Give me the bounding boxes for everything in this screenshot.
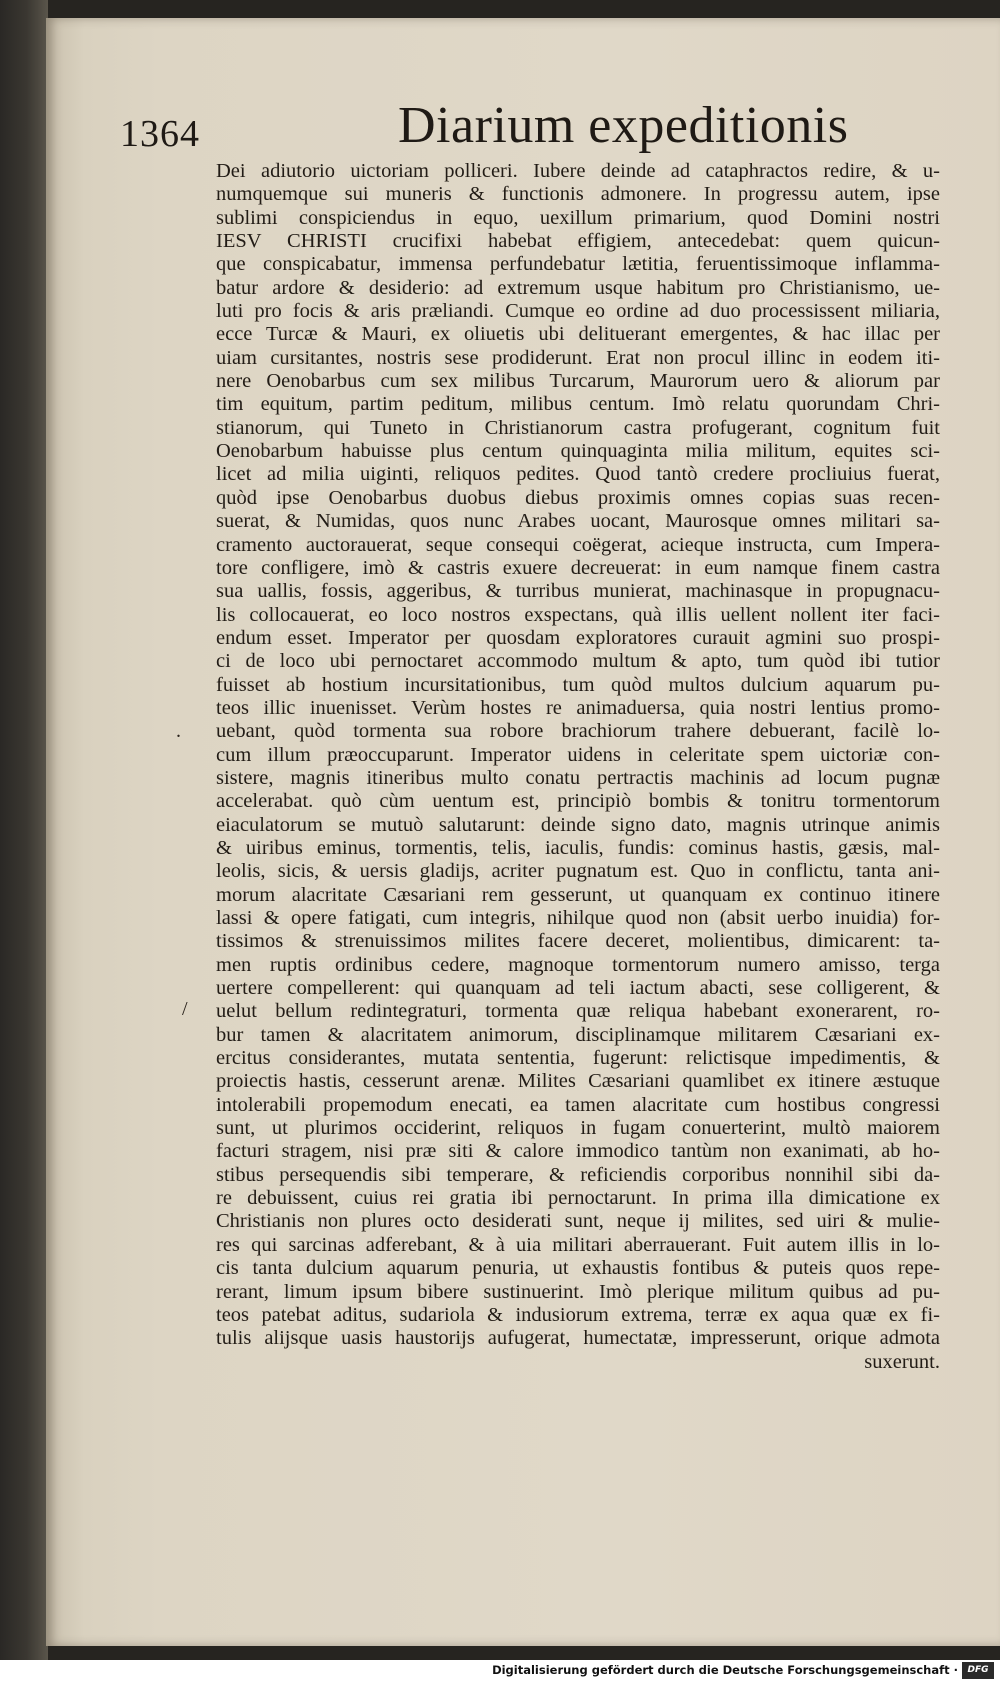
dfg-logo[interactable]: DFG: [962, 1662, 994, 1679]
margin-mark-dot: .: [176, 720, 181, 742]
text-line: uiam cursitantes, nostris sese prodiderunt. Erat non procul illinc in eodem iti-: [216, 346, 940, 369]
text-line: re debuissent, cuius rei gratia ibi pernoctarunt. In prima illa dimicatione ex: [216, 1187, 940, 1210]
text-line: numquemque sui muneris & functionis admonere. In progressu autem, ipse: [216, 183, 940, 206]
text-line: uertere compellerent: qui quanquam ad teli iactum abacti, sese colligerent, &: [216, 977, 940, 1000]
text-line: fuisset ab hostium incursitationibus, tum quòd multos dulcium aquarum pu-: [216, 673, 940, 696]
text-line: men ruptis ordinibus cedere, magnoque tormentorum numero amisso, terga: [216, 953, 940, 976]
text-line: res qui sarcinas adferebant, & à uia militari aberrauerant. Fuit autem illis in lo-: [216, 1233, 940, 1256]
text-line: morum alacritate Cæsariani rem gesserunt, ut quanquam ex continuo itinere: [216, 883, 940, 906]
running-head: Diarium expeditionis: [398, 97, 849, 154]
text-line: rerant, limum ipsum bibere sustinuerint. Imò plerique militum quibus ad pu-: [216, 1280, 940, 1303]
text-line: endum esset. Imperator per quosdam exploratores curauit agmini suo prospi-: [216, 626, 940, 649]
text-line: sistere, magnis itineribus multo conatu pertractis machinis ad locum pugnæ: [216, 766, 940, 789]
text-line: IESV CHRISTI crucifixi habebat effigiem, antecedebat: quem quicun-: [216, 230, 940, 253]
text-line: Oenobarbum habuisse plus centum quinquaginta milia militum, equites sci-: [216, 440, 940, 463]
text-line: facturi stragem, nisi præ siti & calore immodico tantùm non exanimati, ab ho-: [216, 1140, 940, 1163]
text-line: lassi & opere fatigati, cum integris, nihilque quod non (absit uerbo inuidia) for-: [216, 907, 940, 929]
text-line: tulis alijsque uasis haustorijs aufugerat, humectatæ, impresserunt, orique admota: [216, 1327, 940, 1350]
margin-mark-stroke: /: [182, 998, 188, 1020]
text-line: sua uallis, fossis, aggeribus, & turribus munierat, machinasque in propugnacu-: [216, 580, 940, 603]
text-line: uelut bellum redintegraturi, tormenta quæ reliqua habebant exonerarent, ro-: [216, 1000, 940, 1023]
text-line: teos patebat aditus, sudariola & indusiorum extrema, terræ ex aqua quæ ex fi-: [216, 1303, 940, 1326]
page-number: 1364: [120, 113, 200, 155]
text-line: sunt, ut plurimos occiderint, reliquos in fugam conuerterint, multò maiorem: [216, 1117, 940, 1140]
text-line: sublimi conspiciendus in equo, uexillum primarium, quod Domini nostri: [216, 206, 940, 229]
text-line: uebant, quòd tormenta sua robore brachiorum trahere debuerant, facilè lo-: [216, 720, 940, 743]
body-text: [216, 160, 940, 1374]
text-line: bur tamen & alacritatem animorum, disciplinamque militarem Cæsariani ex-: [216, 1023, 940, 1046]
text-line: Christianis non plures octo desiderati sunt, neque ij milites, sed uiri & mulie-: [216, 1210, 940, 1233]
text-line: tore confligere, imò & castris exuere decreuerat: in eum namque finem castra: [216, 556, 940, 579]
text-line: cramento auctorauerat, seque consequi coëgerat, acieque instructa, cum Impera-: [216, 533, 940, 556]
text-line: que conspicabatur, immensa perfundebatur lætitia, feruentissimoque inflamma-: [216, 253, 940, 276]
text-line: cis tanta dulcium aquarum penuria, ut exhaustis fontibus & puteis quos repe-: [216, 1257, 940, 1280]
text-line: leolis, sicis, & uersis gladijs, acriter pugnatum est. Quo in conflictu, tanta ani-: [216, 860, 940, 883]
text-line: cum illum præoccuparunt. Imperator uidens in celeritate spem uictoriæ con-: [216, 743, 940, 766]
book-binding-edge: [0, 0, 48, 1660]
text-line: suerat, & Numidas, quos nunc Arabes uocant, Maurosque omnes militari sa-: [216, 510, 940, 533]
text-line: stibus persequendis sibi temperare, & reficiendis corporibus nonnihil sibi da-: [216, 1163, 940, 1186]
text-line: lis collocauerat, eo loco nostros exspectans, quà illis uellent nollent iter faci-: [216, 603, 940, 626]
text-line: teos illic inuenisset. Verùm hostes re animaduersa, quia nostri lentius promo-: [216, 696, 940, 719]
text-line: ecce Turcæ & Mauri, ex oliuetis ubi delituerant emergentes, & hac illac per: [216, 323, 940, 346]
catchword-line: suxerunt.: [864, 1350, 940, 1373]
text-line: luti pro focis & aris præliandi. Cumque eo ordine ad duo processissent miliaria,: [216, 300, 940, 323]
text-line: eiaculatorum se mutuò salutarunt: deinde signo dato, magnis utrinque animis: [216, 813, 940, 836]
funding-credit: Digitalisierung gefördert durch die Deutsche Forschungsgemeinschaft ·: [492, 1663, 958, 1677]
text-line: tim equitum, partim peditum, milibus centum. Imò relatu quorundam Chri-: [216, 393, 940, 416]
text-line: stianorum, qui Tuneto in Christianorum castra profugerant, cognitum fuit: [216, 416, 940, 439]
text-line: licet ad milia uiginti, reliquos pedites. Quod tantò credere procliuius fuerat,: [216, 463, 940, 486]
text-line: ci de loco ubi pernoctaret accommodo multum & apto, tum quòd ibi tutior: [216, 650, 940, 673]
text-line: proiectis hastis, cesserunt arenæ. Milites Cæsariani quamlibet ex itinere æstuque: [216, 1070, 940, 1093]
footer-bar: [0, 1660, 1000, 1683]
text-line: batur ardore & desiderio: ad extremum usque habitum pro Christianismo, ue-: [216, 276, 940, 299]
text-line: tissimos & strenuissimos milites facere deceret, molientibus, dimicarent: ta-: [216, 930, 940, 953]
text-line: Dei adiutorio uictoriam polliceri. Iubere deinde ad cataphractos redire, & u-: [216, 160, 940, 182]
text-line: accelerabat. quò cùm uentum est, principiò bombis & tonitru tormentorum: [216, 790, 940, 813]
text-line: & uiribus eminus, tormentis, telis, iaculis, fundis: cominus hastis, gæsis, mal-: [216, 836, 940, 859]
text-line: nere Oenobarbus cum sex milibus Turcarum, Maurorum uero & aliorum par: [216, 370, 940, 393]
text-line: quòd ipse Oenobarbus duobus diebus proximis omnes copias suas recen-: [216, 486, 940, 509]
text-line: ercitus considerantes, mutata sententia, fugerunt: relictisque impedimentis, &: [216, 1047, 940, 1070]
text-line: intolerabili propemodum enecati, ea tamen alacritate cum hostibus congressi: [216, 1093, 940, 1116]
